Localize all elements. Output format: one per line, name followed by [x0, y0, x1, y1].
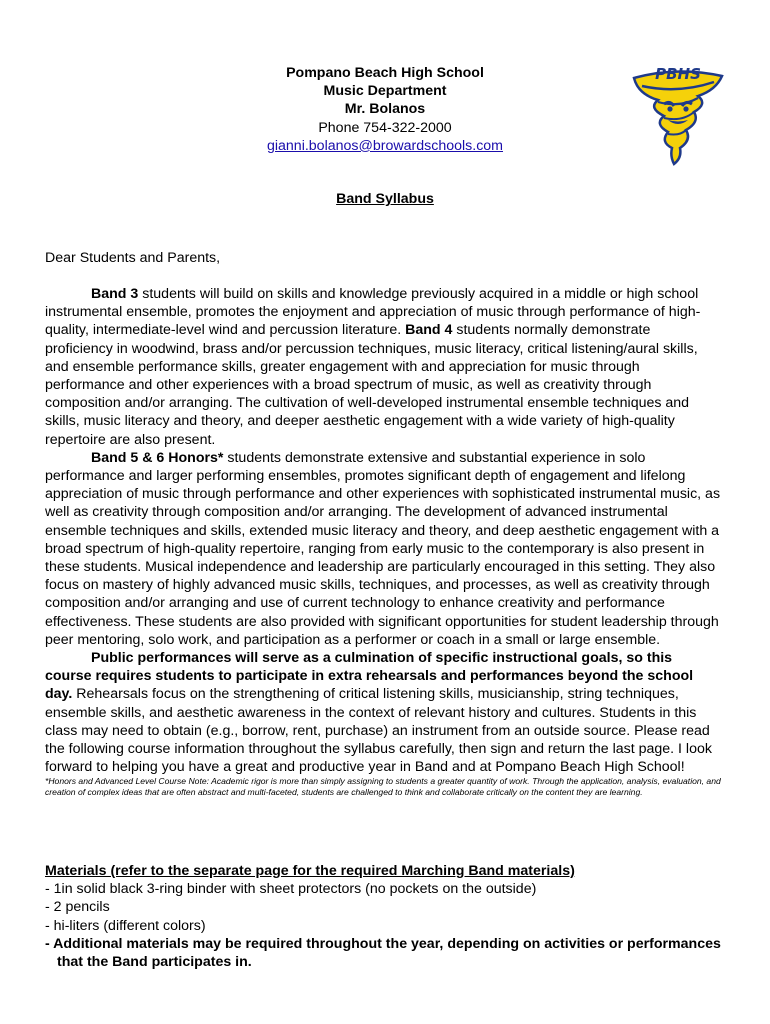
phone-number: Phone 754-322-2000: [318, 119, 452, 136]
list-item: - 1in solid black 3-ring binder with sheet protectors (no pockets on the outside): [45, 881, 537, 898]
logo-text: PBHS: [655, 65, 701, 83]
list-item: - 2 pencils: [45, 899, 110, 916]
page-title: Band Syllabus: [336, 191, 434, 207]
school-name: Pompano Beach High School: [286, 65, 484, 81]
performances-paragraph: Public performances will serve as a culmination of specific instructional goals, so this course requires students to participate in extra rehearsals and performances beyond the school day. Rehearsals focus on the strengthening of critical listening skills, musicianship, string techniques, ensemble skills, and aesthetic awareness in the context of relevant history and cultures. Students in this class may need to obtain (e.g., borrow, rent, purchase) an instrument from an outside source. Please read the following course information throughout the syllabus carefully, then sign and return the last page. I look forward to helping you have a great and productive year in Band and at Pompano Beach High School!: [45, 650, 712, 776]
letter-body: [45, 285, 721, 798]
pbhs-tornado-logo: [628, 60, 726, 166]
materials-list: [45, 880, 725, 971]
band-3-4-paragraph: Band 3 students will build on skills and knowledge previously acquired in a middle or high school instrumental ensemble, promotes the enjoyment and appreciation of music through performance of high-quality, intermediate-level wind and percussion literature. Band 4 students normally demonstrate proficiency in woodwind, brass and/or percussion techniques, music literacy, critical listening/aural skills, and ensemble performance skills, greater engagement with and appreciation for music through performance and other experiences with a broad spectrum of music, as well as creativity through composition and/or arranging. The cultivation of well-developed instrumental ensemble techniques and skills, music literacy and theory, and deeper aesthetic engagement with a wide variety of high-quality repertoire are also present.: [45, 286, 701, 448]
list-item: - hi-liters (different colors): [45, 917, 206, 934]
email-link[interactable]: gianni.bolanos@browardschools.com: [266, 137, 503, 154]
list-item: - Additional materials may be required throughout the year, depending on activities or performances that the Band participates in.: [45, 935, 721, 971]
materials-section: [45, 862, 725, 971]
teacher-name: Mr. Bolanos: [344, 101, 426, 118]
band-5-6-paragraph: Band 5 & 6 Honors* students demonstrate extensive and substantial experience in solo performance and larger performing ensembles, promotes significant depth of engagement and lifelong appreciation of music through performance and other experiences with sophisticated instrumental music, as well as creativity through composition and/or arranging. The development of advanced instrumental ensemble techniques and skills, extended music literacy and theory, and deep aesthetic engagement with a broad spectrum of high-quality repertoire, ranging from early music to the contemporary is also present in these students. Musical independence and leadership are particularly encouraged in this setting. They also focus on mastery of highly advanced music skills, techniques, and processes, as well as creativity through composition and/or arranging and use of current technology to enhance creativity and performance effectiveness. These students are also provided with significant opportunities for student leadership through peer mentoring, solo work, and participation as a performer or coach in a small or large ensemble.: [45, 449, 721, 648]
honors-footnote: *Honors and Advanced Level Course Note: Academic rigor is more than simply assigning to students a greater quantity of work. Through the application, analysis, evaluation, and creation of complex ideas that are often abstract and multi-faceted, students are challenged to think and collaborate critically on the content they are learning.: [45, 776, 721, 798]
letterhead: [200, 64, 570, 155]
salutation: Dear Students and Parents,: [45, 250, 221, 266]
department-name: Music Department: [323, 83, 447, 100]
materials-heading: Materials (refer to the separate page for the required Marching Band materials): [45, 863, 575, 879]
